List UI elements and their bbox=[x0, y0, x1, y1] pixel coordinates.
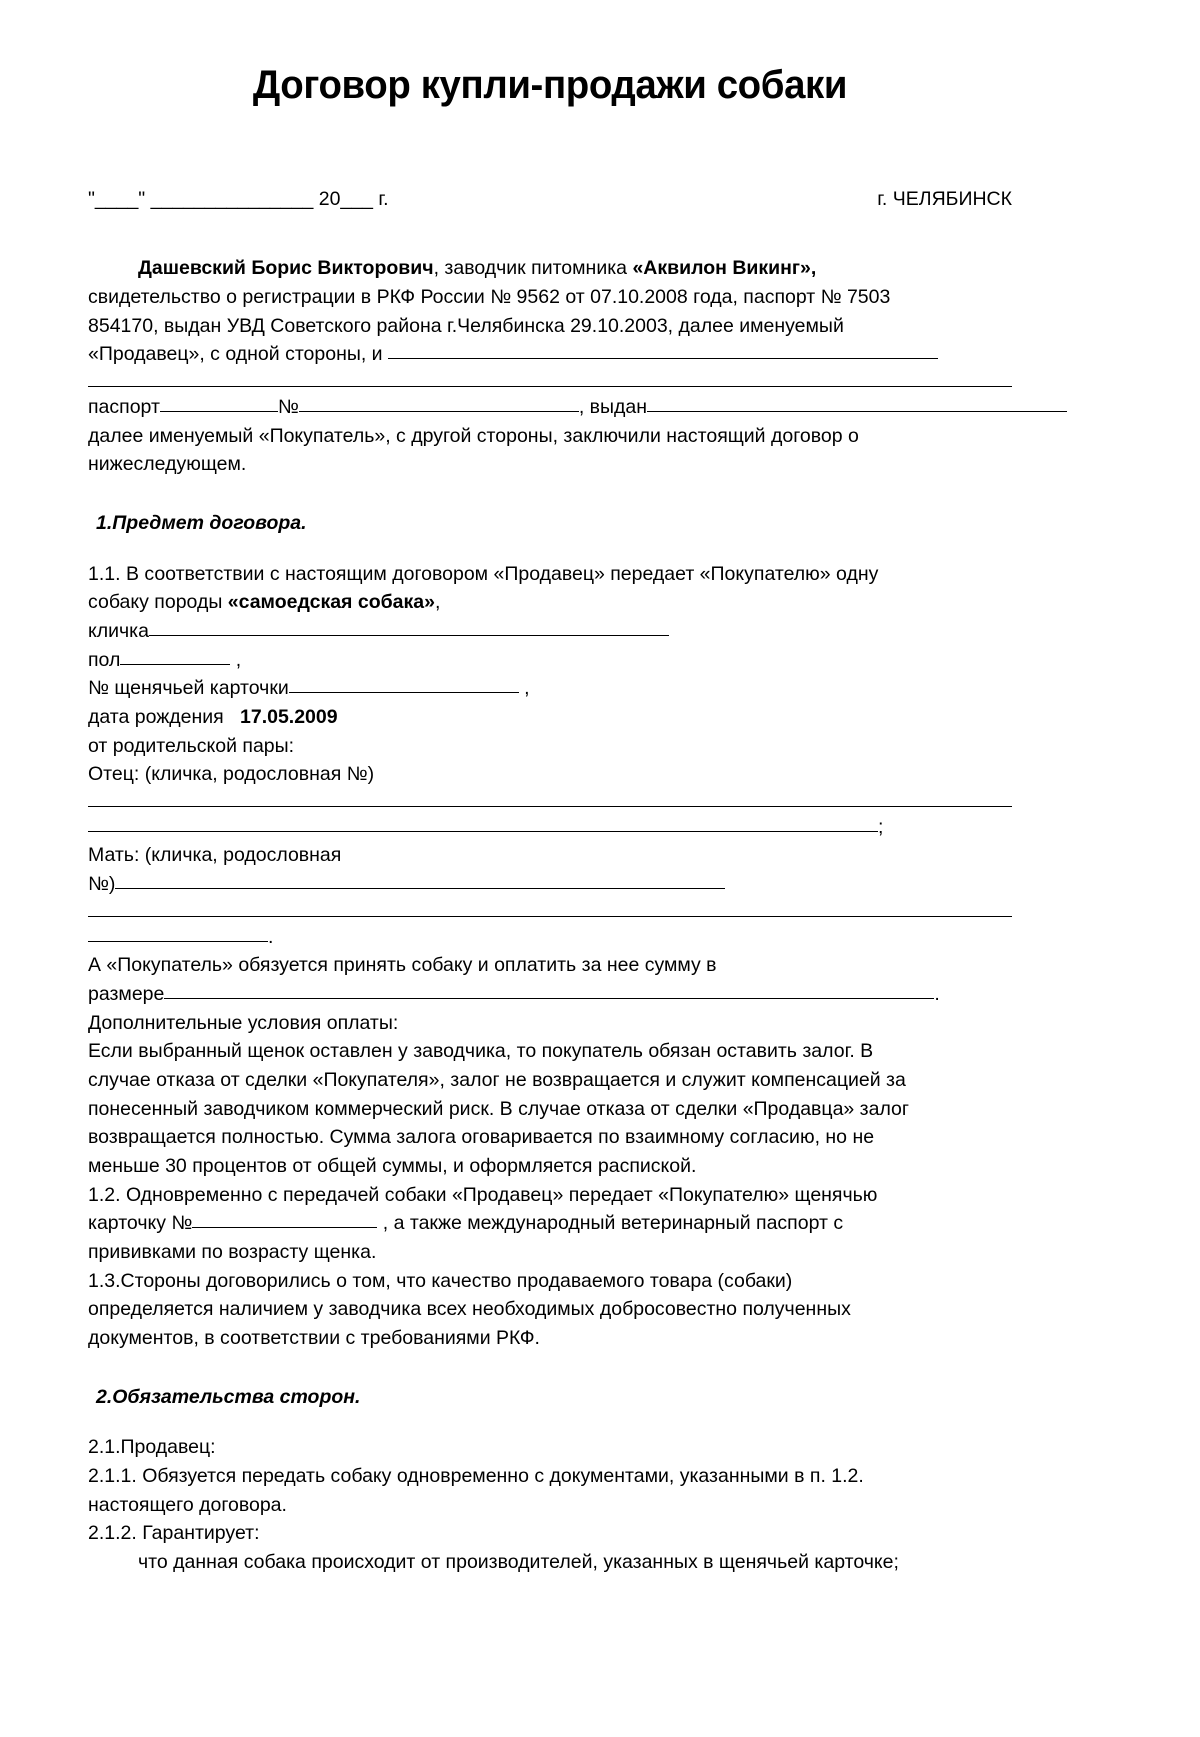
sex-label: пол bbox=[88, 648, 121, 671]
sex-suffix: , bbox=[235, 648, 242, 671]
clause-2-1-2-item-1: что данная собака происходит от производителей, указанных в щенячьей карточке; bbox=[138, 1550, 899, 1573]
puppy-card-blank[interactable] bbox=[289, 676, 519, 693]
seller-name: Дашевский Борис Викторович bbox=[138, 257, 434, 280]
clause-1-2-line-3: прививками по возрасту щенка. bbox=[88, 1241, 377, 1263]
dog-breed: «самоедская собака» bbox=[227, 591, 435, 614]
amount-blank[interactable] bbox=[164, 982, 934, 999]
clause-1-2-line-1: 1.2. Одновременно с передачей собаки «Продавец» передает «Покупателю» щенячью bbox=[88, 1183, 878, 1206]
document-meta-row bbox=[88, 186, 1012, 212]
clause-1-1-line-2-prefix: собаку породы bbox=[88, 591, 228, 614]
clause-1-3-line-2: определяется наличием у заводчика всех необходимых добросовестно полученных bbox=[88, 1298, 851, 1321]
deposit-line-1: Если выбранный щенок оставлен у заводчика, то покупатель обязан оставить залог. В bbox=[88, 1040, 874, 1063]
extra-payment-label: Дополнительные условия оплаты: bbox=[88, 1011, 399, 1034]
clause-2-1-2: 2.1.2. Гарантирует: bbox=[88, 1522, 260, 1545]
passport-line bbox=[88, 393, 1012, 422]
father-label: Отец: (кличка, родословная №) bbox=[88, 763, 375, 786]
preamble-block bbox=[88, 254, 1012, 1576]
dog-nickname-line bbox=[88, 617, 1012, 646]
puppy-card-suffix: , bbox=[524, 677, 530, 700]
birth-date-value: 17.05.2009 bbox=[240, 705, 338, 728]
passport-issued-blank[interactable] bbox=[647, 395, 1067, 412]
birth-date-label: дата рождения bbox=[88, 705, 224, 728]
clause-1-2-card-label: карточку № bbox=[88, 1212, 193, 1235]
clause-1-2-card-row bbox=[88, 1212, 843, 1234]
spacer bbox=[88, 538, 1012, 560]
clause-1-1-line-1: 1.1. В соответствии с настоящим договором «Продавец» передает «Покупателю» одну bbox=[88, 562, 879, 585]
birth-date-line bbox=[88, 703, 1012, 732]
preamble-paragraph bbox=[88, 254, 1012, 369]
clause-1-3-line-1: 1.3.Стороны договорились о том, что качество продаваемого товара (собаки) bbox=[88, 1269, 793, 1292]
mother-label bbox=[88, 841, 1012, 898]
date-line: "____" _______________ 20___ г. bbox=[88, 188, 389, 210]
city-label: г. ЧЕЛЯБИНСК bbox=[877, 188, 1012, 210]
mother-tail-suffix: . bbox=[268, 925, 274, 948]
clause-1-3-line-3: документов, в соответствии с требованиями РКФ. bbox=[88, 1326, 540, 1349]
preamble-line-7: нижеследующем. bbox=[88, 453, 247, 476]
amount-line bbox=[88, 980, 1012, 1009]
deposit-line-4: возвращается полностью. Сумма залога оговаривается по взаимному согласию, но не bbox=[88, 1126, 875, 1149]
section-1-heading: 1.Предмет договора. bbox=[96, 511, 307, 534]
deposit-line-2: случае отказа от сделки «Покупателя», залог не возвращается и служит компенсацией за bbox=[88, 1069, 906, 1092]
deposit-line-3: понесенный заводчиком коммерческий риск. В случае отказа от сделки «Продавца» залог bbox=[88, 1097, 910, 1120]
clause-1-1 bbox=[88, 560, 1012, 617]
father-blank-continued[interactable] bbox=[88, 815, 878, 832]
clause-1-2-card-tail: , а также международный ветеринарный паспорт с bbox=[382, 1212, 844, 1235]
issued-label: , выдан bbox=[578, 395, 648, 418]
mother-blank-tail[interactable] bbox=[88, 925, 268, 942]
deposit-line-5: меньше 30 процентов от общей суммы, и оформляется распиской. bbox=[88, 1155, 697, 1178]
preamble-line-2: свидетельство о регистрации в РКФ России № 9562 от 07.10.2008 года, паспорт № 7503 bbox=[88, 285, 891, 308]
preamble-line-6: далее именуемый «Покупатель», с другой стороны, заключили настоящий договор о bbox=[88, 424, 859, 447]
passport-number-label: № bbox=[277, 395, 299, 418]
father-blank-second-line bbox=[88, 813, 1012, 842]
clause-2-1-1-line-2: настоящего договора. bbox=[88, 1493, 287, 1516]
nickname-blank[interactable] bbox=[149, 619, 669, 636]
mother-blank[interactable] bbox=[115, 872, 725, 889]
document-content bbox=[88, 0, 1012, 1577]
preamble-line-3: 854170, выдан УВД Советского района г.Челябинска 29.10.2003, далее именуемый bbox=[88, 314, 844, 337]
section-2-heading: 2.Обязательства сторон. bbox=[96, 1385, 361, 1408]
kennel-name: «Аквилон Викинг», bbox=[632, 257, 817, 280]
puppy-card-label: № щенячьей карточки bbox=[88, 677, 289, 700]
mother-blank-continued[interactable] bbox=[88, 916, 1012, 917]
clause-1-2 bbox=[88, 1181, 1012, 1267]
puppy-card-line bbox=[88, 674, 1012, 703]
father-rule-suffix: ; bbox=[878, 815, 884, 838]
clause-2-1: 2.1.Продавец: bbox=[88, 1436, 216, 1459]
dog-breed-suffix: , bbox=[434, 591, 441, 614]
parents-label: от родительской пары: bbox=[88, 734, 295, 757]
dog-sex-line bbox=[88, 646, 1012, 675]
sex-blank[interactable] bbox=[120, 648, 230, 665]
preamble-line-4: «Продавец», с одной стороны, и bbox=[88, 343, 388, 366]
passport-label: паспорт bbox=[88, 395, 160, 418]
amount-suffix: . bbox=[934, 983, 940, 1006]
buyer-name-blank-continued[interactable] bbox=[88, 386, 1012, 387]
clause-1-3 bbox=[88, 1267, 1012, 1353]
amount-label: размере bbox=[88, 983, 165, 1006]
buyer-name-blank[interactable] bbox=[388, 342, 938, 359]
nickname-label: кличка bbox=[88, 619, 149, 642]
deposit-paragraph bbox=[88, 1037, 1012, 1180]
passport-number-blank[interactable] bbox=[299, 395, 579, 412]
spacer bbox=[88, 1411, 1012, 1433]
seller-role: , заводчик питомника bbox=[433, 257, 633, 280]
mother-blank-tail-line bbox=[88, 923, 1012, 952]
passport-series-blank[interactable] bbox=[160, 395, 278, 412]
preamble-closing bbox=[88, 422, 1012, 479]
mother-label-line-1: Мать: (кличка, родословная bbox=[88, 844, 342, 867]
clause-2-1-1-line-1: 2.1.1. Обязуется передать собаку одновременно с документами, указанными в п. 1.2. bbox=[88, 1464, 864, 1487]
mother-label-line-2: №) bbox=[88, 873, 116, 896]
clause-2-1-group bbox=[88, 1433, 1012, 1576]
buyer-obligation-line: А «Покупатель» обязуется принять собаку и оплатить за нее сумму в bbox=[88, 954, 717, 977]
clause-1-2-card-blank[interactable] bbox=[192, 1211, 377, 1228]
father-blank[interactable] bbox=[88, 806, 1012, 807]
page-title: Договор купли-продажи собаки bbox=[252, 63, 848, 107]
